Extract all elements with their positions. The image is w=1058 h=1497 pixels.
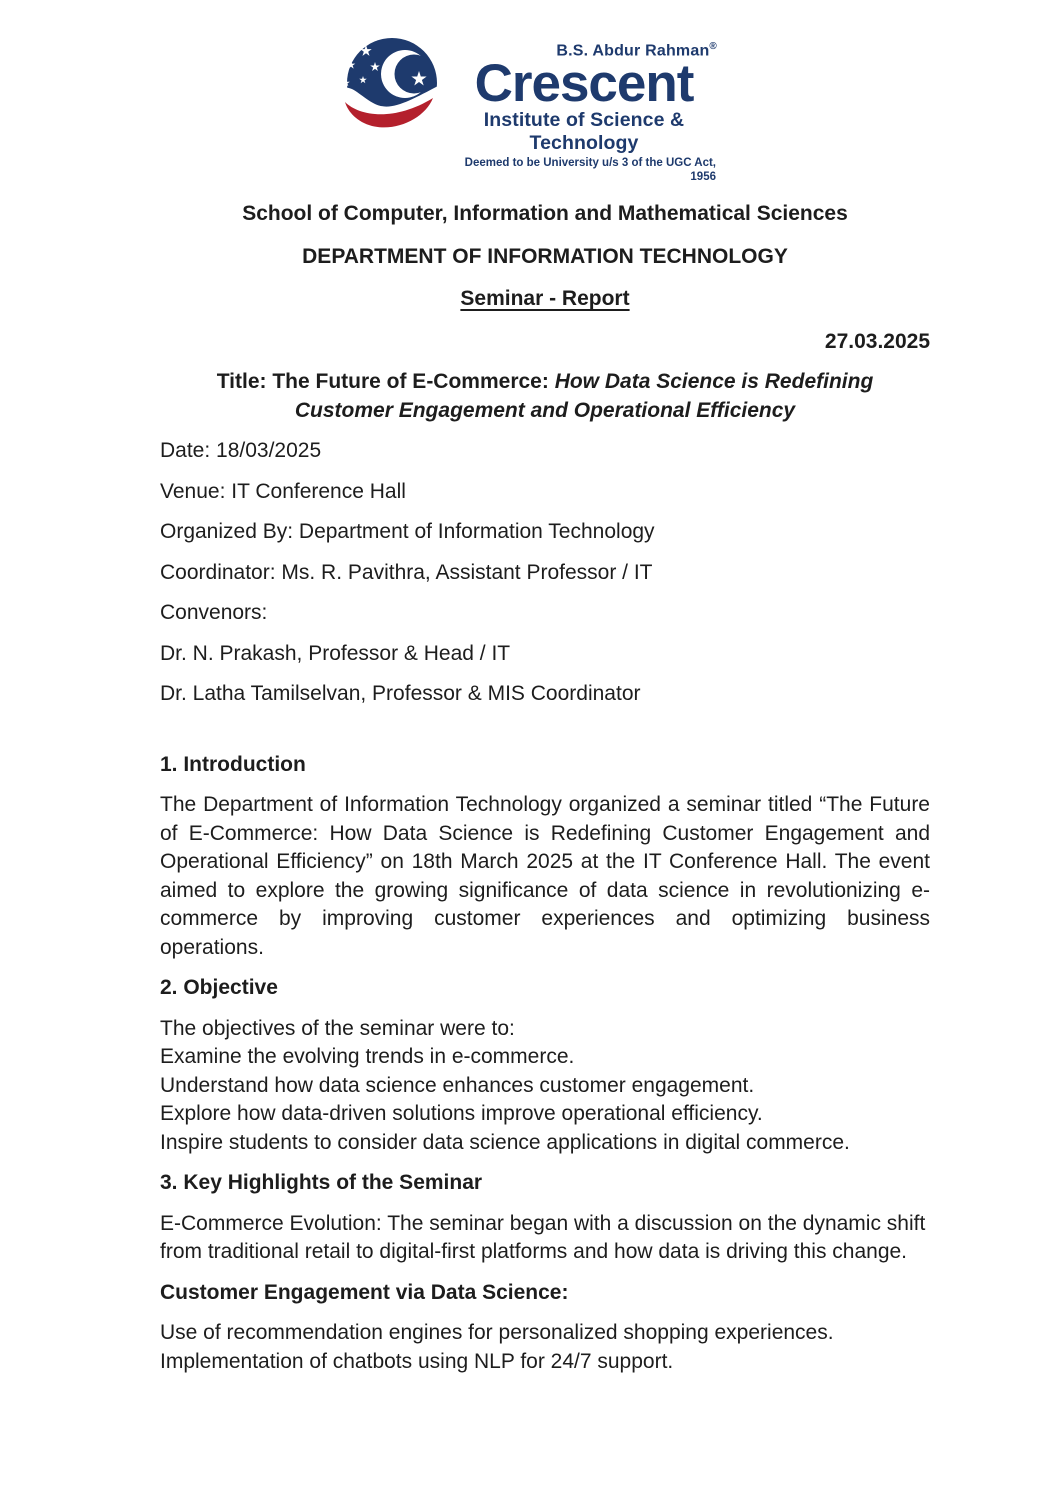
engagement-heading: Customer Engagement via Data Science: — [160, 1280, 569, 1304]
department-heading: DEPARTMENT OF INFORMATION TECHNOLOGY — [302, 244, 788, 268]
document-content — [0, 200, 1058, 1376]
seminar-title-prefix: Title: The Future of E-Commerce: — [216, 370, 555, 394]
logo-brand-top: B.S. Abdur Rahman® — [556, 41, 717, 60]
crescent-emblem-icon — [339, 38, 449, 134]
objective-list — [160, 1015, 930, 1158]
logo-tagline: Deemed to be University u/s 3 of the UGC Act, 1956 — [464, 157, 716, 184]
registered-mark-icon: ® — [709, 41, 717, 52]
meta-convenor-1: Dr. N. Prakash, Professor & Head / IT — [160, 641, 511, 665]
report-date: 27.03.2025 — [824, 329, 930, 353]
school-heading: School of Computer, Information and Mathematical Sciences — [242, 202, 848, 226]
objective-line: Understand how data science enhances customer engagement. — [160, 1073, 755, 1097]
objective-line: The objectives of the seminar were to: — [160, 1016, 515, 1040]
engagement-line: Implementation of chatbots using NLP for 24/7 support. — [160, 1349, 674, 1373]
logo-brand-subtitle: Institute of Science & Technology — [483, 109, 685, 155]
objective-line: Examine the evolving trends in e-commerce. — [160, 1045, 575, 1069]
meta-coordinator: Coordinator: Ms. R. Pavithra, Assistant Professor / IT — [160, 560, 653, 584]
doc-type-label: Seminar - Report — [460, 287, 630, 311]
meta-convenor-2: Dr. Latha Tamilselvan, Professor & MIS Coordinator — [160, 682, 641, 706]
meta-date: Date: 18/03/2025 — [160, 439, 322, 463]
engagement-line: Use of recommendation engines for personalized shopping experiences. — [160, 1321, 834, 1345]
logo-text — [449, 38, 719, 184]
meta-organized-by: Organized By: Department of Information Technology — [160, 520, 655, 544]
meta-venue: Venue: IT Conference Hall — [160, 479, 406, 503]
doc-type-heading — [160, 285, 930, 314]
seminar-title — [195, 368, 895, 425]
meta-convenors-label: Convenors: — [160, 601, 268, 625]
objective-line: Inspire students to consider data science applications in digital commerce. — [160, 1130, 850, 1154]
logo-brand-name: Crescent — [474, 54, 694, 114]
introduction-paragraph: The Department of Information Technology organized a seminar titled “The Future of E-Commerce: How Data Science is Redefining Customer Engagement and Operational Efficiency” on 18th March 2025 at the IT Conference Hall. The event aimed to explore the growing significance of data science in revolutionizing e-commerce by improving customer experiences and optimizing business operations. — [160, 793, 930, 959]
objective-heading: 2. Objective — [160, 976, 278, 1000]
seminar-title-italic: How Data Science is Redefining Customer Engagement and Operational Efficiency — [294, 370, 874, 422]
institute-logo — [339, 38, 719, 184]
objective-line: Explore how data-driven solutions improve operational efficiency. — [160, 1102, 763, 1126]
engagement-list — [160, 1319, 930, 1376]
highlights-heading: 3. Key Highlights of the Seminar — [160, 1171, 483, 1195]
highlights-evolution-paragraph: E-Commerce Evolution: The seminar began with a discussion on the dynamic shift from traditional retail to digital-first platforms and how data is driving this change. — [160, 1211, 926, 1264]
introduction-heading: 1. Introduction — [160, 752, 306, 776]
